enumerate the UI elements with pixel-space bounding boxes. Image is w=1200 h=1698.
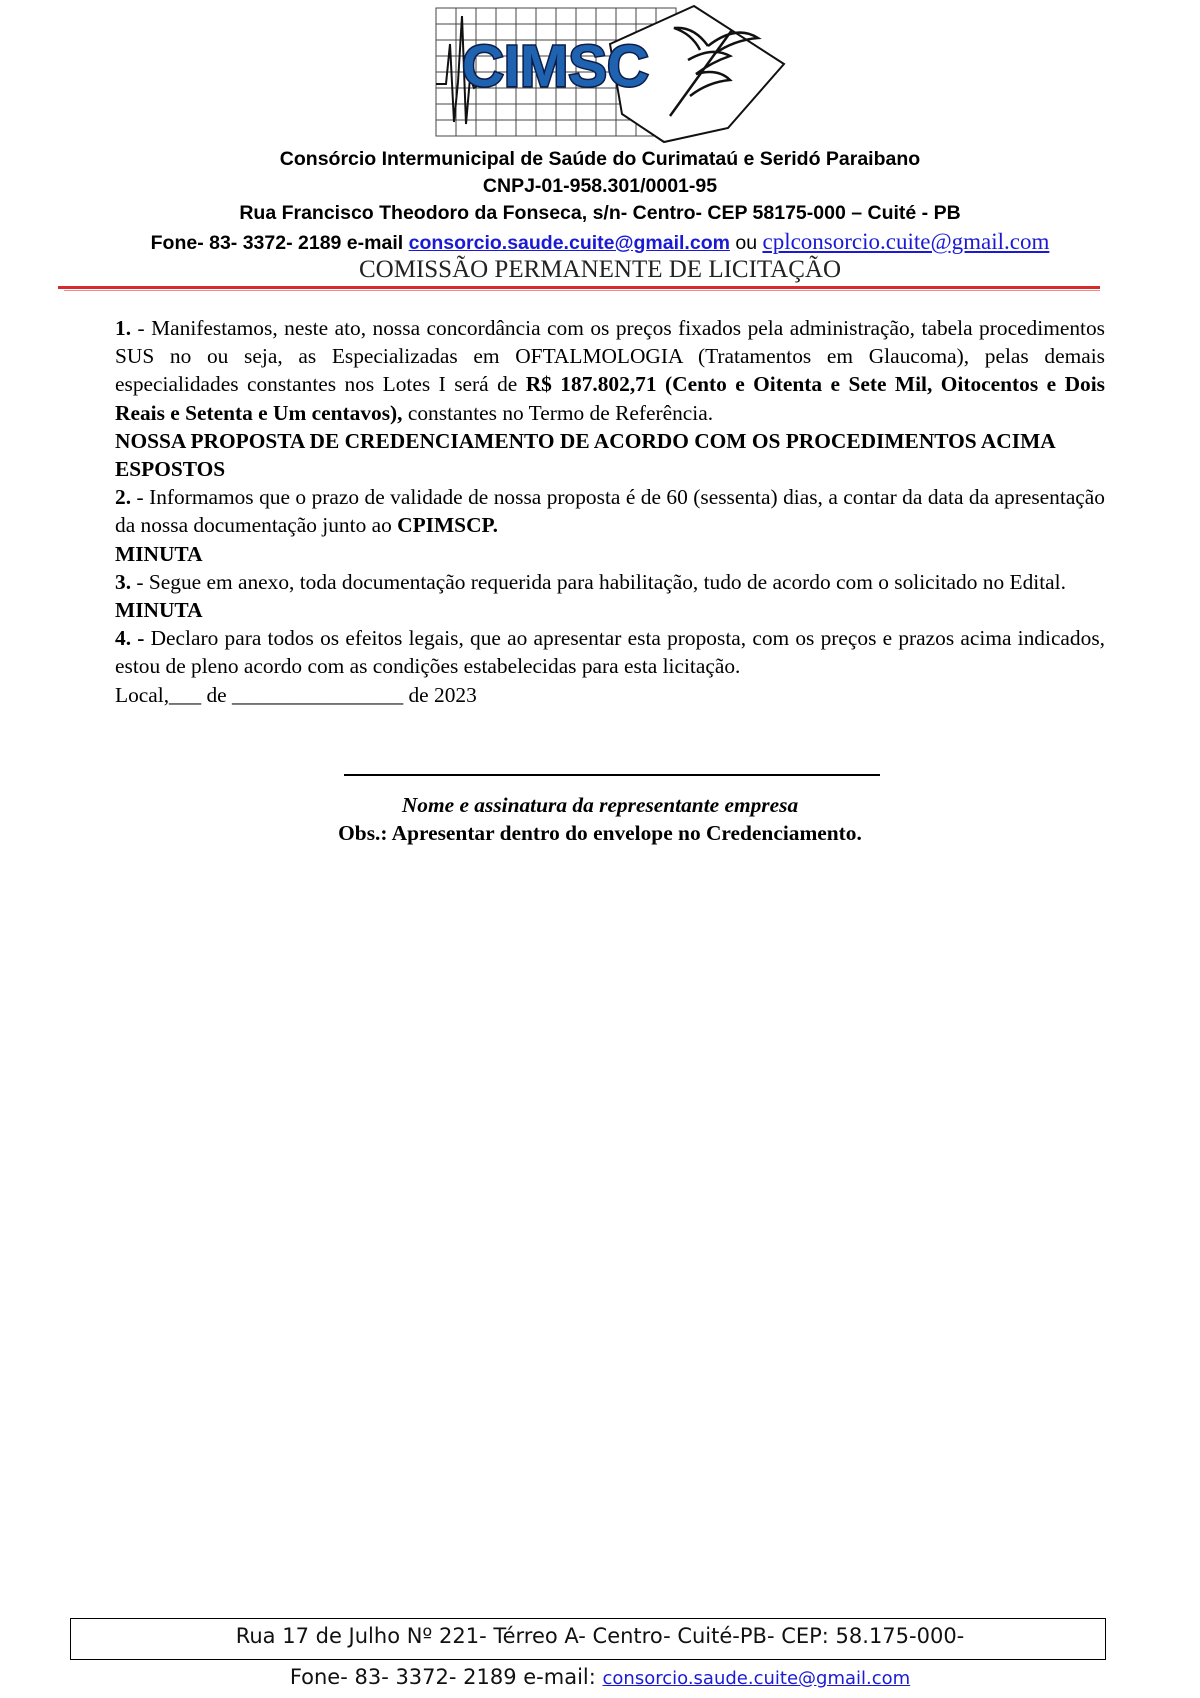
letterhead-org: Consórcio Intermunicipal de Saúde do Curimataú e Seridó Paraibano [279,148,921,170]
item-1-number: 1. [115,316,132,340]
logo-text: CIMSC [462,34,649,99]
footer-phone: Fone- 83- 3372- 2189 e-mail: [289,1665,603,1689]
commission-title: COMISSÃO PERMANENTE DE LICITAÇÃO [358,256,842,283]
letterhead-or: ou [729,232,763,254]
item-2-text: - Informamos que o prazo de validade de nossa proposta é de 60 (sessenta) dias, a contar da data da apresentação da nossa documentação junto ao [115,485,1105,538]
letterhead-contact [0,229,1200,255]
letterhead-cnpj: CNPJ-01-958.301/0001-95 [482,175,718,197]
cimsc-logo [432,4,792,150]
footer-address: Rua 17 de Julho Nº 221- Térreo A- Centro- Cuité-PB- CEP: 58.175-000- [235,1624,965,1648]
item-1-text-b: constantes no Termo de Referência. [402,400,714,425]
minuta-heading-2: MINUTA [115,598,203,623]
item-3-number: 3. [115,569,132,594]
letterhead-address: Rua Francisco Theodoro da Fonseca, s/n- Centro- CEP 58175-000 – Cuité - PB [239,202,961,224]
footer-contact [0,1665,1200,1689]
item-1-amount: R$ 187.802,71 (Cento e Oitenta e Sete Mil, Oitocentos e Dois Reais e Setenta e Um centavos), [115,372,1105,425]
signature-line [344,774,880,776]
email-link-primary[interactable]: consorcio.saude.cuite@gmail.com [408,232,730,254]
minuta-heading-1: MINUTA [115,541,203,566]
item-3-text: - Segue em anexo, toda documentação requerida para habilitação, tudo de acordo com o solicitado no Edital. [131,569,1066,594]
item-4 [115,624,1105,680]
footer-email-link[interactable]: consorcio.saude.cuite@gmail.com [602,1668,911,1689]
email-link-secondary[interactable]: cplconsorcio.cuite@gmail.com [762,229,1050,254]
signature-name-label: Nome e assinatura da representante empresa [401,793,799,817]
signature-obs: Obs.: Apresentar dentro do envelope no Credenciamento. [338,821,862,845]
item-2 [115,483,1105,539]
header-divider [58,286,1100,289]
item-3 [115,568,1105,596]
item-1-text-a: - Manifestamos, neste ato, nossa concordância com os preços fixados pela administração, tabela procedimentos SUS no ou seja, as Especializadas em OFTALMOLOGIA (Tratamentos em Glaucoma), pelas demais especialidades constantes nos Lotes I será de [115,316,1105,397]
item-2-org: CPIMSCP. [397,513,498,538]
document-body [115,314,1105,709]
item-2-number: 2. [115,485,132,510]
letterhead-phone: Fone- 83- 3372- 2189 e-mail [150,232,409,254]
header-divider-shadow [64,290,1100,291]
local-date-line: Local,___ de ________________ de 2023 [115,682,477,707]
item-4-number: 4. - [115,626,145,651]
item-1 [115,314,1105,427]
proposal-heading: NOSSA PROPOSTA DE CREDENCIAMENTO DE ACORDO COM OS PROCEDIMENTOS ACIMA ESPOSTOS [115,428,1055,482]
item-4-text: Declaro para todos os efeitos legais, que ao apresentar esta proposta, com os preços e prazos acima indicados, estou de pleno acordo com as condições estabelecidas para esta licitação. [115,626,1105,679]
